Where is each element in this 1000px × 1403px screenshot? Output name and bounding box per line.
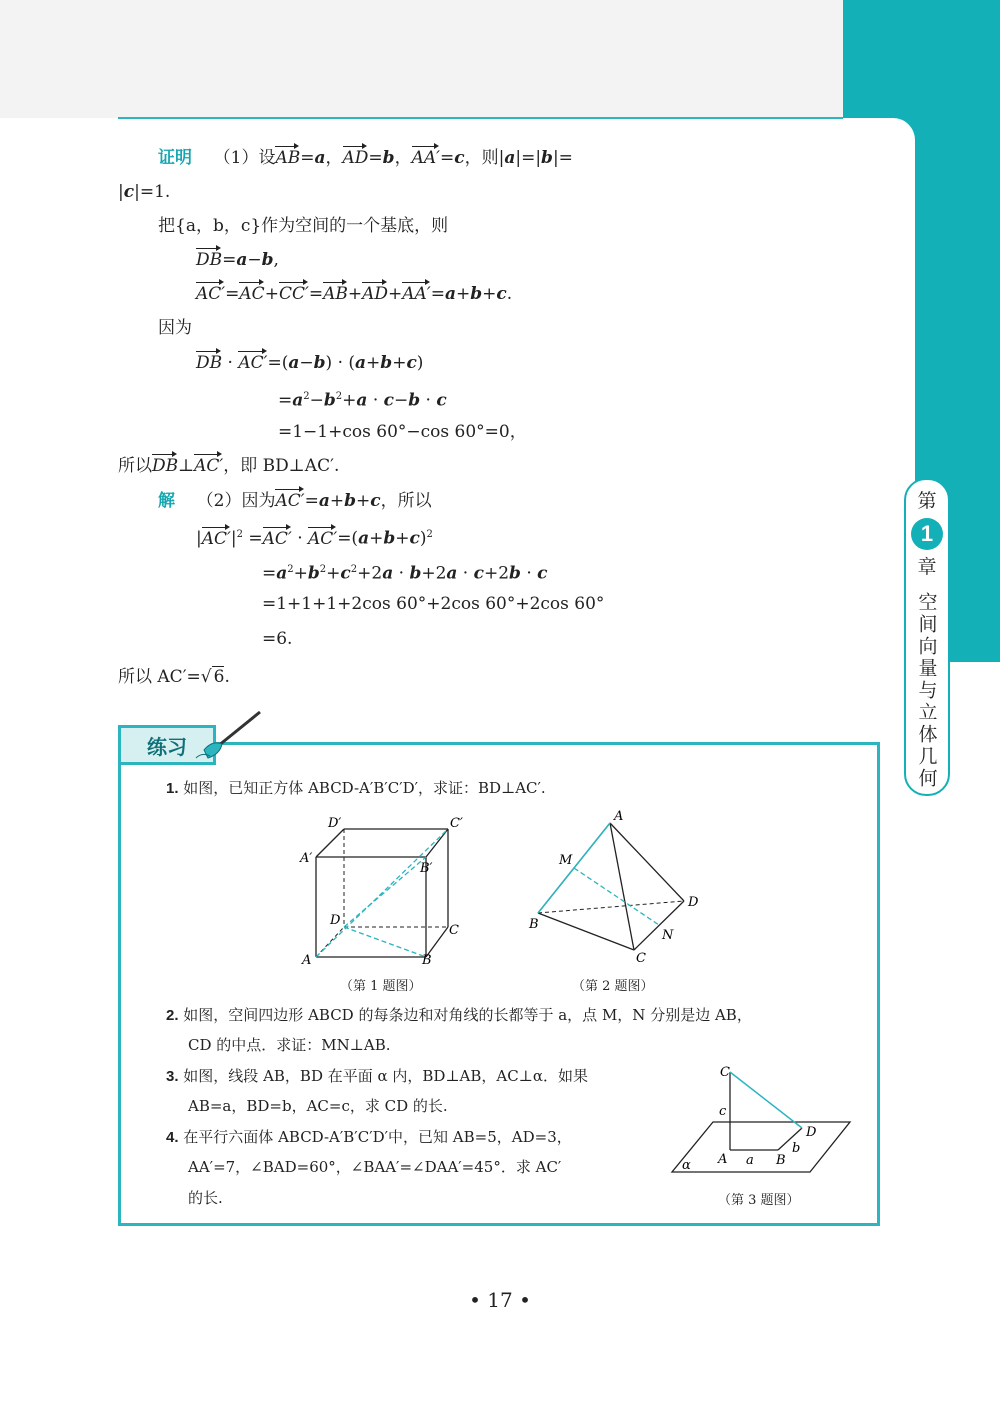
caption-2: （第 2 题图）: [572, 979, 654, 994]
db-line: DB=a−b,: [196, 250, 279, 270]
basis-line: 把{a，b，c}作为空间的一个基底，则: [158, 216, 449, 236]
plane-label-c: C: [720, 1065, 730, 1080]
exercise-4-line-2: AA′=7，∠BAD=60°，∠BAA′=∠DAA′=45°．求 AC′: [188, 1158, 562, 1176]
exercise-4-num: 4.: [166, 1129, 179, 1146]
tetra-label-m: M: [559, 853, 573, 868]
chapter-tab: [904, 478, 950, 796]
conclusion-2: 所以 AC′=√ 6.: [118, 667, 230, 687]
cube-figure: [296, 812, 466, 970]
proof-part1: （1）设: [213, 148, 276, 168]
cube-label-d1: D′: [328, 816, 342, 831]
norm-line-1: $|AC'|^2 =AC' \cdot AC'=(a+b+c)^2$: [196, 528, 433, 549]
conclusion-1-tail: ，即 BD⊥AC′.: [223, 456, 340, 476]
chapter-prefix: 第: [917, 490, 937, 512]
exercise-3-line-1: [166, 1065, 588, 1088]
conclusion-1: 所以DB⊥AC′，即 BD⊥AC′.: [118, 456, 340, 476]
exercise-2-line-1: [166, 1004, 752, 1027]
plane-label-a-len: a: [746, 1153, 754, 1168]
so-label: 所以: [118, 456, 152, 476]
conclusion-2-text: 所以 AC′=: [118, 667, 201, 687]
tetra-label-d: D: [688, 895, 699, 910]
cube-label-b1: B′: [420, 861, 433, 876]
exercise-4-line-3: 的长.: [188, 1189, 223, 1207]
solution-label: 解: [158, 491, 175, 511]
plane-label-c-len: c: [719, 1104, 727, 1119]
exercise-2-num: 2.: [166, 1007, 179, 1024]
cube-label-a1: A′: [300, 851, 313, 866]
proof-label: 证明: [158, 148, 192, 168]
cube-label-b: B: [422, 953, 432, 968]
tetra-label-c: C: [636, 951, 646, 966]
cube-label-c: C: [449, 923, 459, 938]
caption-1: （第 1 题图）: [340, 979, 422, 994]
dot-line-1: DB · AC′=(a−b) · (a+b+c): [196, 353, 424, 373]
plane-label-b: B: [776, 1153, 786, 1168]
exercise-2-text-1: 如图，空间四边形 ABCD 的每条边和对角线的长都等于 a，点 M，N 分别是边 AB，: [183, 1006, 752, 1024]
tetra-figure: [524, 806, 704, 966]
tetra-label-n: N: [662, 928, 674, 943]
plane-label-b-len: b: [792, 1141, 801, 1156]
dot-line-2: $=a^2-b^2+a \cdot c-b \cdot c$: [278, 390, 447, 411]
header-band: [0, 0, 843, 118]
ac-line: AC′=AC+CC′=AB+AD+AA′=a+b+c.: [196, 284, 513, 304]
plane-label-a: A: [718, 1152, 728, 1167]
page-number: • 17 •: [469, 1288, 531, 1312]
chapter-suffix: 章: [917, 556, 937, 578]
exercise-4-text-1: 在平行六面体 ABCD-A′B′C′D′中，已知 AB=5，AD=3，: [183, 1128, 572, 1146]
proof-line-2: |c|=1.: [118, 182, 171, 202]
plane-label-d: D: [806, 1125, 817, 1140]
norm-line-2: $=a^2+b^2+c^2+2a \cdot b+2a \cdot c+2b \cdot c$: [262, 563, 548, 584]
exercise-4-line-1: [166, 1126, 572, 1149]
exercise-3-text-1: 如图，线段 AB，BD 在平面 α 内，BD⊥AB，AC⊥α．如果: [183, 1067, 588, 1085]
plane-figure: [668, 1060, 858, 1178]
caption-3: （第 3 题图）: [718, 1193, 800, 1208]
cube-label-a: A: [302, 953, 312, 968]
norm-line-3: =1+1+1+2cos 60°+2cos 60°+2cos 60°: [262, 594, 605, 614]
chapter-number: 1: [911, 518, 943, 550]
exercise-1: [166, 777, 546, 800]
pen-icon: [190, 706, 265, 766]
because-line: 因为: [158, 318, 192, 338]
norm-line-4: =6.: [262, 629, 293, 649]
exercise-label: 练习: [118, 725, 216, 765]
sqrt-value: 6: [213, 667, 225, 687]
exercise-3-num: 3.: [166, 1068, 179, 1085]
tetra-label-b: B: [529, 917, 539, 932]
header-rule: [118, 117, 843, 119]
tetra-label-a: A: [614, 809, 624, 824]
cube-label-d: D: [330, 913, 341, 928]
solution-line-1: 解 （2）因为AC′=a+b+c，所以: [158, 491, 432, 511]
proof-line-1: 证明 （1）设AB=a，AD=b，AA′=c，则|a|=|b|=: [158, 148, 573, 168]
solution-so: 所以: [397, 491, 432, 511]
exercise-3-line-2: AB=a，BD=b，AC=c，求 CD 的长.: [188, 1097, 448, 1115]
cube-label-c1: C′: [450, 816, 463, 831]
exercise-1-num: 1.: [166, 780, 179, 797]
chapter-title: 空间向量与立体几何: [915, 592, 938, 790]
solution-part2: （2）因为: [196, 491, 276, 511]
exercise-2-line-2: CD 的中点．求证：MN⊥AB.: [188, 1036, 391, 1054]
dot-line-3: =1−1+cos 60°−cos 60°=0，: [278, 422, 527, 442]
exercise-1-text: 如图，已知正方体 ABCD-A′B′C′D′，求证：BD⊥AC′.: [183, 779, 546, 797]
plane-label-alpha: α: [682, 1158, 691, 1173]
